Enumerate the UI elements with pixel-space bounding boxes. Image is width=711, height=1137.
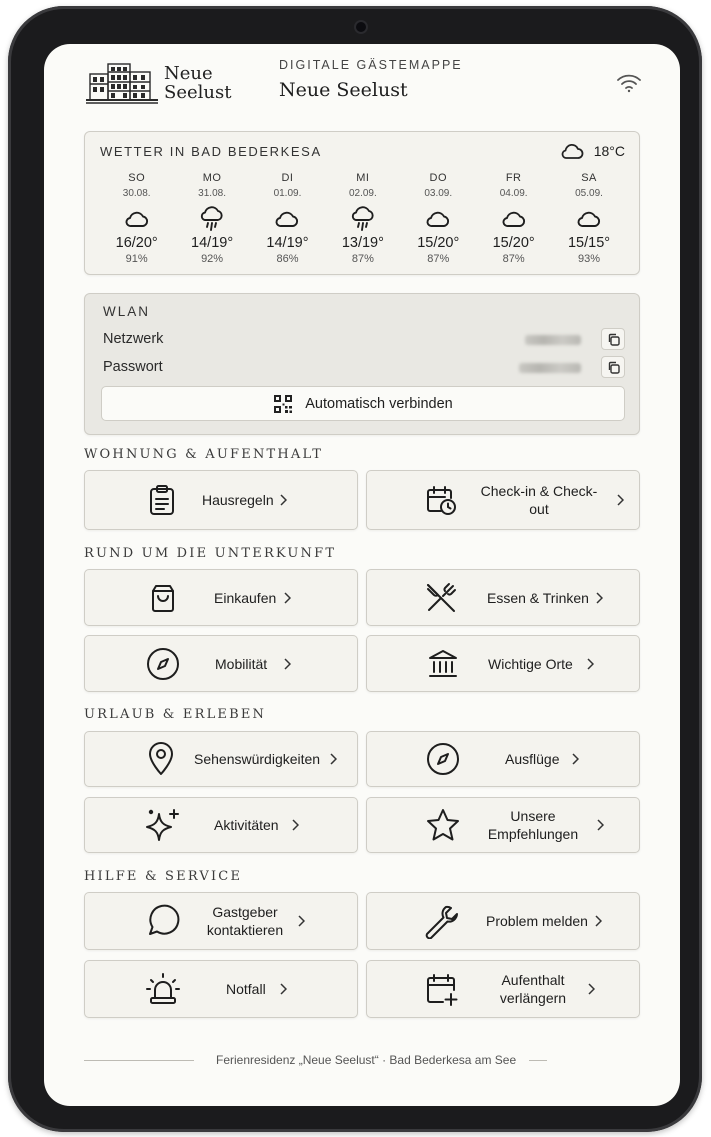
chevron-right-icon [587,983,595,995]
qr-code-icon [273,394,293,414]
cloud-icon [476,204,551,234]
day-date: 03.09. [424,188,453,199]
day-name: MI [356,172,370,184]
tile-label: Hausregeln [202,492,274,508]
wlan-card [84,293,640,435]
screen [44,44,680,1106]
copy-network-button[interactable] [601,328,625,350]
logo-text [164,64,284,102]
tile-empfehlungen[interactable] [366,797,640,853]
tile-label-line-2: kontaktieren [206,922,284,938]
tile-label: Notfall [226,981,266,997]
tile-label: Wichtige Orte [488,655,573,672]
tile-label [479,482,599,518]
tile-label: Ausflüge [505,751,560,767]
compass-icon [146,647,180,681]
day-humidity: 92% [201,253,224,265]
app-eyebrow: DIGITALE GÄSTEMAPPE [279,58,463,72]
day-humidity: 93% [578,253,601,265]
network-label: Netzwerk [103,331,164,347]
siren-icon [145,972,181,1006]
tile-label: Aktivitäten [214,817,279,833]
forecast-day [250,172,325,265]
day-name: DO [429,172,447,184]
tile-mobilitaet[interactable] [84,635,358,692]
day-name: FR [505,172,522,184]
day-humidity: 87% [502,253,525,265]
forecast-day [401,172,476,265]
tile-notfall[interactable] [84,960,358,1018]
message-circle-icon [146,904,180,938]
tile-label-line-1: Unsere [510,808,556,824]
chevron-right-icon [291,819,299,831]
password-value-redacted [519,363,581,373]
day-name: DI [281,172,294,184]
cloud-icon [250,204,325,234]
cloud-icon [551,204,626,234]
copy-icon [607,361,620,374]
forecast-day [99,172,174,265]
day-temperature: 16/20° [115,235,158,251]
chevron-right-icon [279,983,287,995]
compass-icon [426,742,460,776]
day-temperature: 15/20° [417,235,460,251]
day-humidity: 87% [351,253,374,265]
day-temperature: 14/19° [266,235,309,251]
cloud-icon [99,204,174,234]
calendar-clock-icon [425,484,457,516]
tile-ausfluege[interactable] [366,731,640,787]
wlan-password-row [103,356,625,380]
brand-logo[interactable] [84,58,284,108]
forecast-day [174,172,249,265]
app-header [44,44,680,130]
tile-label-line-1: Check-in & Check- [480,483,598,499]
tile-label-line-1: Aufenthalt [501,972,565,988]
utensils-icon [425,582,457,614]
day-temperature: 15/20° [492,235,535,251]
tile-label [487,971,579,1007]
wlan-title: WLAN [103,304,151,319]
section-title-rund: RUND UM DIE UNTERKUNFT [84,546,337,561]
forecast-days [99,172,627,265]
day-date: 30.08. [122,188,151,199]
tile-label: Mobilität [215,655,268,672]
tile-label [197,903,293,939]
star-icon [425,808,461,842]
footer [84,1050,640,1070]
landmark-icon [427,648,459,680]
day-date: 31.08. [198,188,226,199]
tile-label-line-1: Gastgeber [212,904,278,920]
chevron-right-icon [586,658,594,670]
tile-wichtige-orte[interactable] [366,635,640,692]
tile-sehenswuerdigkeiten[interactable] [84,731,358,787]
day-date: 04.09. [499,188,528,199]
tile-label: Essen & Trinken [487,589,589,606]
password-label: Passwort [103,359,163,375]
map-pin-icon [147,742,175,776]
chevron-right-icon [571,753,579,765]
weather-current [560,142,625,160]
current-temperature: 18°C [593,143,625,159]
cloud-icon [401,204,476,234]
shopping-bag-icon [148,583,178,613]
tile-label-line-2: Empfehlungen [487,826,579,842]
tile-hausregeln[interactable] [84,470,358,530]
auto-connect-label: Automatisch verbinden [305,395,453,412]
weather-title: WETTER IN BAD BEDERKESA [100,144,322,159]
chevron-right-icon [595,592,603,604]
day-date: 02.09. [348,188,377,199]
wifi-icon [616,72,642,99]
tile-essen-trinken[interactable] [366,569,640,626]
building-logo-icon [84,58,160,104]
forecast-day [325,172,400,265]
cloud-icon [560,142,584,160]
day-temperature: 14/19° [191,235,234,251]
chevron-right-icon [616,494,624,506]
section-title-urlaub: URLAUB & ERLEBEN [84,707,267,722]
tile-aufenthalt-verlaengern[interactable] [366,960,640,1018]
calendar-plus-icon [425,972,459,1006]
logo-line-2: Seelust [164,82,232,103]
chevron-right-icon [283,592,291,604]
chevron-right-icon [279,494,287,506]
auto-connect-button[interactable] [101,386,625,421]
tile-label-line-2: out [529,501,549,517]
chevron-right-icon [594,915,602,927]
day-date: 01.09. [273,188,302,199]
chevron-right-icon [329,753,337,765]
day-name: SA [581,172,597,184]
chevron-right-icon [297,915,305,927]
tile-label [485,807,581,843]
camera-icon [356,22,366,32]
cloud-rain-icon [174,204,249,234]
copy-password-button[interactable] [601,356,625,378]
section-title-wohnung: WOHNUNG & AUFENTHALT [84,447,324,462]
copy-icon [607,333,620,346]
tile-label: Sehenswürdigkeiten [194,751,321,767]
day-humidity: 91% [125,253,148,265]
tile-label-line-2: verlängern [499,990,567,1006]
chevron-right-icon [596,819,604,831]
day-humidity: 86% [276,253,299,265]
day-temperature: 15/15° [567,235,611,251]
day-humidity: 87% [427,253,450,265]
tile-check-in-out[interactable] [366,470,640,530]
tile-gastgeber-kontaktieren[interactable] [84,892,358,950]
footer-divider-right [529,1060,547,1061]
day-name: MO [202,172,222,184]
day-temperature: 13/19° [341,235,384,251]
weather-card [84,131,640,275]
chevron-right-icon [283,658,291,670]
footer-divider-left [84,1060,194,1061]
day-name: SO [128,172,146,184]
network-value-redacted [525,335,581,345]
tile-problem-melden[interactable] [366,892,640,950]
logo-line-1: Neue [164,63,213,84]
cloud-rain-icon [325,204,400,234]
tile-aktivitaeten[interactable] [84,797,358,853]
tile-label: Problem melden [486,913,588,929]
day-date: 05.09. [575,188,603,199]
forecast-day [476,172,551,265]
sparkles-icon [144,807,182,843]
clipboard-icon [148,484,176,516]
tile-einkaufen[interactable] [84,569,358,626]
footer-text: Ferienresidenz „Neue Seelust“ · Bad Bederkesa am See [216,1053,517,1067]
tile-label: Einkaufen [214,589,277,606]
section-title-hilfe: HILFE & SERVICE [84,869,243,884]
wrench-icon [423,903,459,939]
app-title: Neue Seelust [279,79,408,101]
wlan-network-row [103,328,625,352]
tablet-frame [8,6,702,1132]
forecast-day [551,172,626,265]
